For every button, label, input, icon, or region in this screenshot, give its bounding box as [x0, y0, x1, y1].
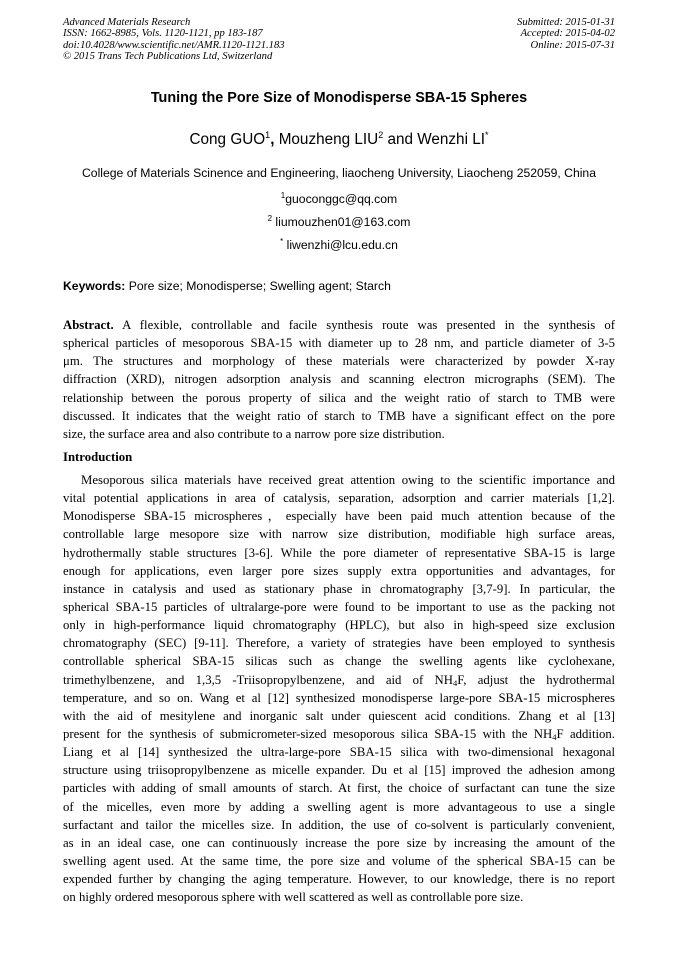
email-marker: 1: [280, 191, 286, 200]
section-heading: Introduction: [63, 450, 133, 464]
email-address[interactable]: guoconggc@qq.com: [285, 192, 398, 206]
affiliation: College of Materials Scinence and Engineering, liaocheng University, Liaocheng 252059, China: [81, 166, 596, 180]
body-line: as in an ideal case, one can continuously increase the pore size by increasing the amount of the: [63, 835, 615, 850]
submitted-date: Submitted: 2015-01-31: [517, 17, 615, 28]
introduction-body: [63, 471, 615, 906]
abstract-line: diffraction (XRD), nitrogen adsorption analysis and scanning electron micrographs (SEM). The: [63, 372, 615, 387]
subscript: 4: [552, 731, 557, 742]
abstract-line: spherical particles of mesoporous SBA-15 with diameter up to 28 nm, and particle diameter of 3-5: [63, 336, 615, 351]
body-line: only in high-performance liquid chromatography (HPLC), but also in high-speed size exclusion: [63, 618, 615, 633]
body-line: controllable large mesopore size with narrow size distribution, modifiable high surface areas,: [63, 527, 615, 542]
copyright-line: © 2015 Trans Tech Publications Ltd, Switzerland: [63, 51, 273, 63]
body-line: with the aid of mesitylene and inorganic salt under quiescent acid conditions. Zhang et al [13]: [63, 708, 615, 723]
body-line: chromatography (SEC) [9-11]. Therefore, a variety of strategies have been employed to synthesis: [63, 636, 615, 651]
online-date: Online: 2015-07-31: [530, 39, 615, 51]
email-address[interactable]: liumouzhen01@163.com: [272, 215, 411, 229]
body-line: spherical SBA-15 particles of ultralarge-pore were found to be important to use as the packing not: [63, 599, 615, 614]
author-separator: ,: [270, 131, 279, 148]
doi-line: doi:10.4028/www.scientific.net/AMR.1120-1121.183: [63, 39, 285, 51]
author-name: Wenzhi LI: [417, 131, 485, 148]
keywords-label: Keywords:: [63, 279, 126, 293]
issn-line: ISSN: 1662-8985, Vols. 1120-1121, pp 183-187: [63, 28, 263, 40]
author-name: Cong GUO: [189, 131, 266, 148]
body-line: vital potential applications in area of catalysis, separation, adsorption and carrier materials [1,2].: [63, 491, 615, 506]
email-marker: *: [280, 237, 284, 246]
body-line: structure using triisopropylbenzene as micelle expander. Du et al [15] improved the adhesion among: [63, 763, 615, 778]
body-line: expended further by changing the aging temperature. However, to our knowledge, there is no report: [63, 872, 615, 887]
abstract-label: Abstract.: [63, 318, 114, 332]
email-address[interactable]: liwenzhi@lcu.edu.cn: [283, 238, 398, 252]
email-line: [0, 238, 678, 252]
author-separator: and: [383, 131, 418, 148]
body-line: trimethylbenzene, and 1,3,5 -Triisopropylbenzene, and aid of $NH_4F$, adjust the hydrothermal: [63, 672, 615, 688]
author-list: [0, 131, 678, 149]
email-line: [0, 215, 678, 229]
abstract-line: size, the surface area and also contribute to a narrow pore size distribution.: [63, 426, 445, 441]
body-line: hydrothermally stable structures [3-6]. While the pore diameter of representative SBA-15 is large: [63, 545, 615, 560]
body-line: of the micelles, even more by adding a swelling agent is more advantageous to use a single: [63, 799, 615, 814]
body-line: surfactant and tailor the micelles size. In addition, the use of co-solvent is particularly convenient,: [63, 817, 615, 832]
body-line: particles with adding of small amounts of starch. At first, the choice of surfactant can tune the size: [63, 781, 615, 796]
email-line: [0, 192, 678, 206]
journal-info: [63, 17, 285, 63]
abstract-line: μm. The structures and morphology of these materials were characterized by powder X-ray: [63, 354, 615, 369]
body-line: present for the synthesis of submicrometer-sized mesoporous silica SBA-15 with the $NH_4F$ addition.: [63, 726, 615, 742]
body-line: enough for applications, even larger pore sizes supply extra opportunities and advantages, for: [63, 563, 615, 578]
author-marker: 1: [265, 130, 271, 140]
body-line: temperature, and so on. Wang et al [12] synthesized monodisperse large-pore SBA-15 microspheres: [63, 690, 615, 705]
abstract-line: Abstract. A flexible, controllable and facile synthesis route was presented in the synthesis of: [63, 318, 615, 332]
abstract-line: discussed. It indicates that the weight ratio of starch to TMB have a significant effect on the pore: [63, 408, 615, 423]
subscript: 4: [452, 677, 458, 688]
journal-name: Advanced Materials Research: [63, 17, 191, 28]
body-line: instance in catalysis and used as stationary phase in chromatography [3,7-9]. In particular, the: [63, 581, 615, 596]
author-marker: *: [484, 130, 489, 140]
body-line: on highly ordered mesoporous sphere with well scattered as well as controllable pore size.: [63, 890, 524, 905]
body-line: Monodisperse SBA-15 microspheres，especially have been paid much attention because of the: [63, 509, 615, 524]
abstract: [63, 316, 615, 443]
body-line: Mesoporous silica materials have received great attention owing to the scientific importance and: [81, 473, 615, 487]
paper-title: Tuning the Pore Size of Monodisperse SBA-15 Spheres: [150, 90, 528, 106]
abstract-line: relationship between the porous property of silica and the weight ratio of starch to TMB were: [63, 390, 615, 405]
submission-dates: [517, 17, 615, 51]
author-marker: 2: [378, 130, 384, 140]
email-marker: 2: [267, 214, 273, 223]
keywords-text: Pore size; Monodisperse; Swelling agent; Starch: [125, 279, 391, 293]
body-line: Liang et al [14] synthesized the ultra-large-pore SBA-15 silica with two-dimensional hexagonal: [63, 745, 615, 760]
accepted-date: Accepted: 2015-04-02: [520, 28, 615, 40]
body-line: swelling agent used. At the same time, the pore size and volume of the spherical SBA-15 can be: [63, 853, 615, 868]
author-name: Mouzheng LIU: [278, 131, 379, 148]
body-line: controllable spherical SBA-15 silicas such as change the swelling agents like cyclohexane,: [63, 654, 615, 669]
keywords: [63, 279, 391, 293]
